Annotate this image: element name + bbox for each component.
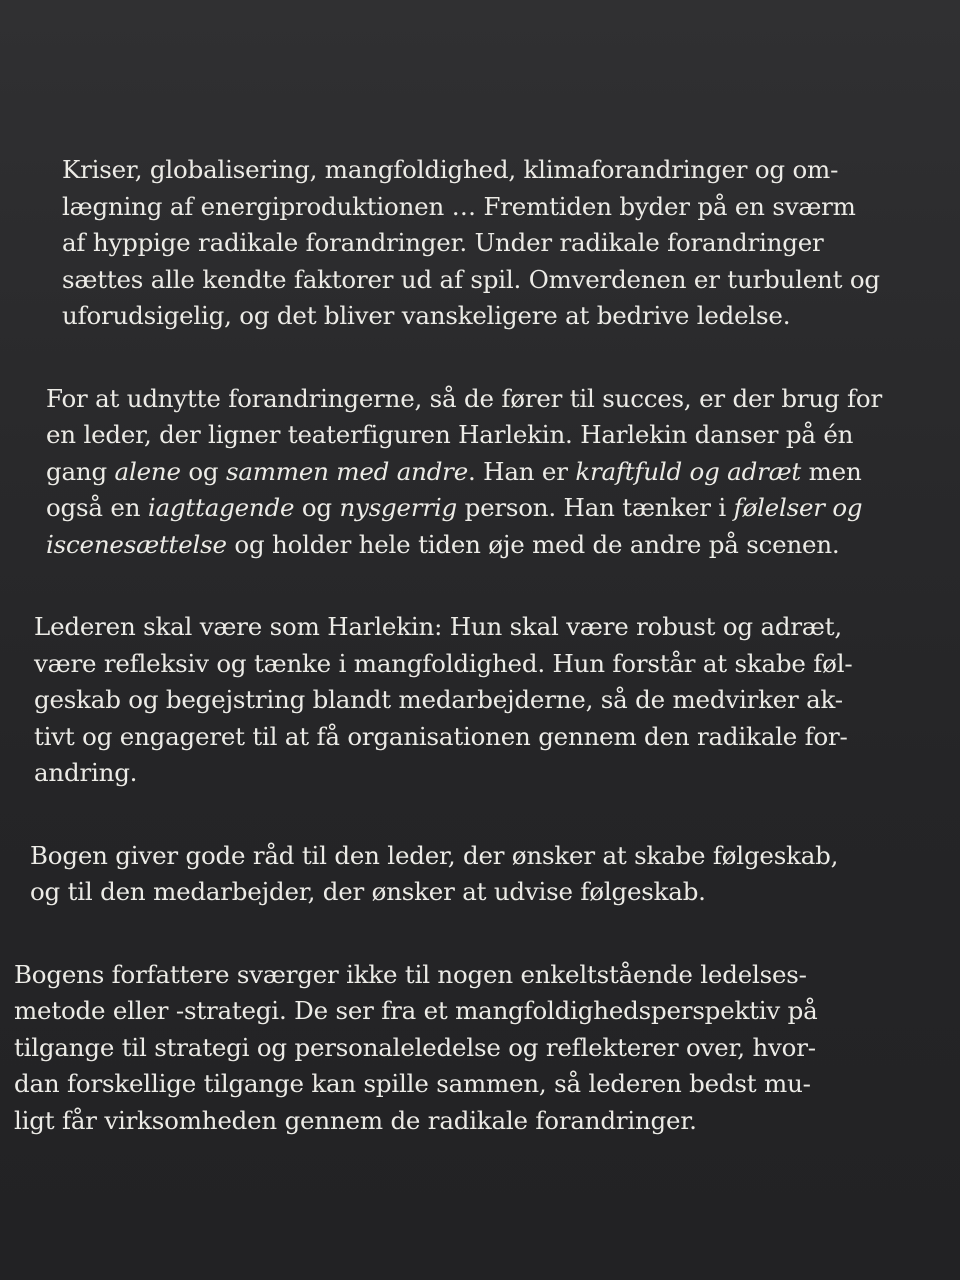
text-line: sættes alle kendte faktorer ud af spil. Omverdenen er turbulent og [62, 264, 880, 294]
text-line: Kriser, globalisering, mangfoldighed, klimaforandringer og om- [62, 155, 839, 184]
text-run: gang [46, 456, 115, 486]
text-run: . Han er [468, 456, 576, 486]
text-line: en leder, der ligner teaterfiguren Harlekin. Harlekin danser på én [46, 420, 854, 449]
text-line: ligt får virksomheden gennem de radikale forandringer. [14, 1105, 697, 1135]
text-run: men [801, 456, 862, 486]
text-line: Bogen giver gode råd til den leder, der ønsker at skabe følgeskab, [30, 840, 839, 870]
text-line: For at udnytte forandringerne, så de fører til succes, er der brug for [46, 383, 882, 413]
text-line: uforudsigelig, og det bliver vanskeligere at bedrive ledelse. [62, 301, 791, 330]
paragraph-3 [34, 609, 900, 792]
italic-term: sammen med andre [226, 456, 468, 486]
text-line [46, 527, 900, 564]
text-line [46, 490, 900, 527]
italic-term: iscenesættelse [46, 529, 227, 559]
italic-term: kraftfuld og adræt [575, 456, 802, 486]
text-line: være refleksiv og tænke i mangfoldighed. Hun forstår at skabe føl- [34, 648, 853, 678]
text-line: andring. [34, 758, 138, 787]
italic-term: iagttagende [147, 493, 295, 522]
text-line: dan forskellige tilgange kan spille sammen, så lederen bedst mu- [14, 1069, 811, 1098]
paragraph-2 [46, 381, 900, 564]
text-run: og [294, 493, 340, 522]
text-line: Bogens forfattere sværger ikke til nogen enkeltstående ledelses- [14, 959, 807, 989]
text-line: af hyppige radikale forandringer. Under radikale forandringer [62, 228, 824, 257]
paragraph-4 [30, 838, 900, 911]
text-line [46, 454, 900, 491]
text-line: Lederen skal være som Harlekin: Hun skal være robust og adræt, [34, 612, 842, 641]
paragraph-1 [62, 152, 900, 335]
text-line: og til den medarbejder, der ønsker at udvise følgeskab. [30, 877, 706, 906]
text-run: også en [46, 493, 148, 522]
text-line: metode eller -strategi. De ser fra et mangfoldighedsperspektiv på [14, 996, 818, 1025]
text-run: og [180, 456, 226, 486]
text-run: person. Han tænker i [457, 493, 734, 522]
text-line: tilgange til strategi og personaleledelse og reflekterer over, hvor- [14, 1032, 816, 1062]
italic-term: nysgerrig [339, 493, 457, 522]
text-line: geskab og begejstring blandt medarbejderne, så de medvirker ak- [34, 685, 843, 714]
text-line: tivt og engageret til at få organisationen gennem den radikale for- [34, 721, 848, 751]
italic-term: følelser og [733, 493, 863, 522]
italic-term: alene [114, 456, 181, 486]
text-line: lægning af energiproduktionen … Fremtiden byder på en sværm [62, 191, 856, 221]
text-run: og holder hele tiden øje med de andre på scenen. [226, 529, 840, 559]
paragraph-5 [14, 957, 900, 1140]
blurb-text [14, 152, 900, 1139]
